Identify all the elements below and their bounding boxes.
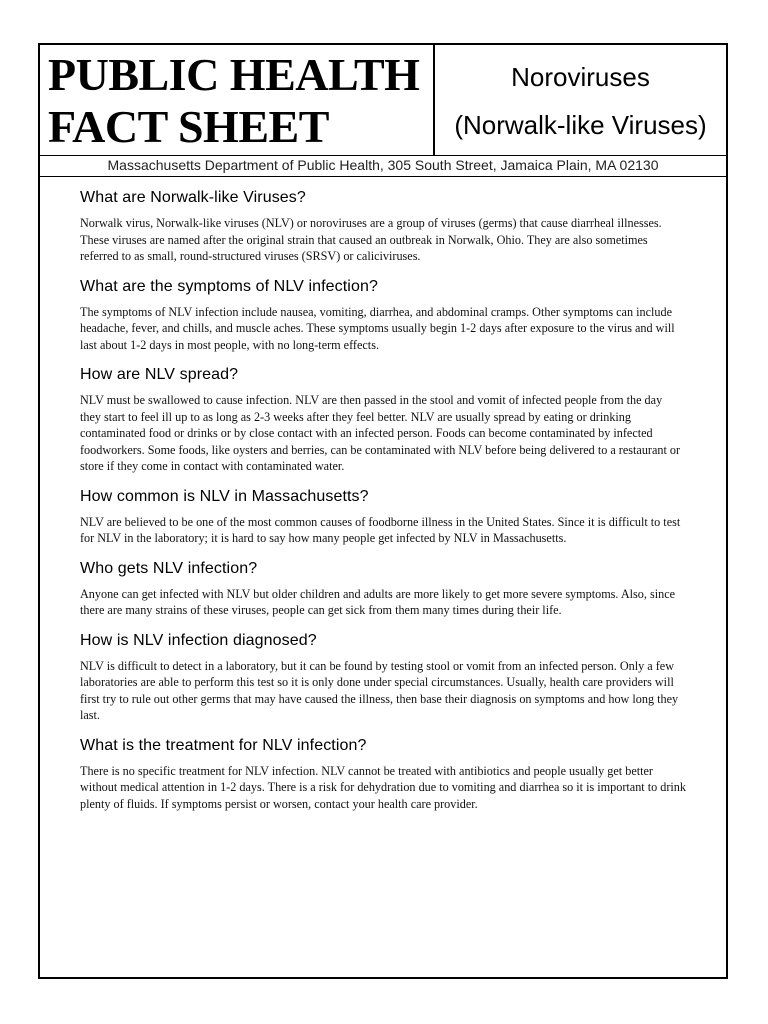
sheet-title bbox=[40, 45, 435, 155]
header bbox=[40, 45, 726, 156]
section-what-are-nlv bbox=[80, 188, 686, 265]
section-who-gets bbox=[80, 559, 686, 619]
title-line-1: PUBLIC HEALTH bbox=[48, 49, 420, 100]
section-body: The symptoms of NLV infection include nausea, vomiting, diarrhea, and abdominal cramps. Other symptoms can include headache, fever, and chills, and muscle aches. These symptoms usually begin 1-2 days after exposure to the virus and will last about 1-2 days in most people, with no long-term effects. bbox=[80, 304, 675, 352]
department-address: Massachusetts Department of Public Health, 305 South Street, Jamaica Plain, MA 02130 bbox=[40, 156, 726, 177]
title-line-2: FACT SHEET bbox=[48, 101, 329, 152]
fact-sheet bbox=[38, 43, 728, 979]
section-body: NLV is difficult to detect in a laboratory, but it can be found by testing stool or vomit from an infected person. Only a few laboratories are able to perform this test so it is only done under special circumstances. Usually, health care providers will first try to rule out other germs that may have caused the illness, then base their diagnosis on symptoms and how long they last. bbox=[80, 658, 679, 722]
section-heading: What are Norwalk-like Viruses? bbox=[80, 189, 306, 206]
section-spread bbox=[80, 365, 686, 475]
section-heading: Who gets NLV infection? bbox=[80, 559, 258, 577]
content bbox=[40, 177, 726, 812]
section-body: NLV must be swallowed to cause infection. NLV are then passed in the stool and vomit of infected people from the day they start to feel ill up to as long as 2-3 weeks after they feel better. NLV are usually spread by eating or drinking contaminated food or drinks or by close contact with an infected person. Foods can become contaminated by infected foodworkers. Some foods, like oysters and berries, can be contaminated with NLV before being delivered to a restaurant or store if they come in contact with contaminated water. bbox=[80, 393, 681, 473]
topic-title bbox=[435, 45, 726, 155]
section-body: There is no specific treatment for NLV infection. NLV cannot be treated with antibiotics and people usually get better without medical attention in 1-2 days. There is a risk for dehydration due to vomiting and diarrhea so it is important to drink plenty of fluids. If symptoms persist or worsen, contact your health care provider. bbox=[80, 763, 686, 811]
section-heading: How are NLV spread? bbox=[80, 366, 239, 383]
section-treatment bbox=[80, 736, 686, 813]
topic-line-1: Noroviruses bbox=[511, 62, 650, 92]
section-symptoms bbox=[80, 277, 686, 354]
section-body: Anyone can get infected with NLV but older children and adults are more likely to get more severe symptoms. Also, since there are many strains of these viruses, people can get sick from them many times during their life. bbox=[80, 586, 676, 617]
section-body: Norwalk virus, Norwalk-like viruses (NLV) or noroviruses are a group of viruses (germs) that cause diarrheal illnesses. These viruses are named after the original strain that caused an outbreak in Norwalk, Ohio. They are also sometimes referred to as small, round-structured viruses (SRSV) or caliciviruses. bbox=[80, 216, 662, 263]
topic-line-2: (Norwalk-like Viruses) bbox=[454, 110, 707, 140]
section-heading: What is the treatment for NLV infection? bbox=[80, 736, 367, 754]
section-body: NLV are believed to be one of the most common causes of foodborne illness in the United States. Since it is difficult to test for NLV in the laboratory; it is hard to say how many people get infected by NLV in Massachusetts. bbox=[80, 514, 681, 545]
section-heading: How common is NLV in Massachusetts? bbox=[80, 487, 369, 505]
section-how-common bbox=[80, 487, 686, 547]
section-diagnosed bbox=[80, 631, 686, 724]
section-heading: What are the symptoms of NLV infection? bbox=[80, 277, 378, 295]
section-heading: How is NLV infection diagnosed? bbox=[80, 631, 317, 649]
